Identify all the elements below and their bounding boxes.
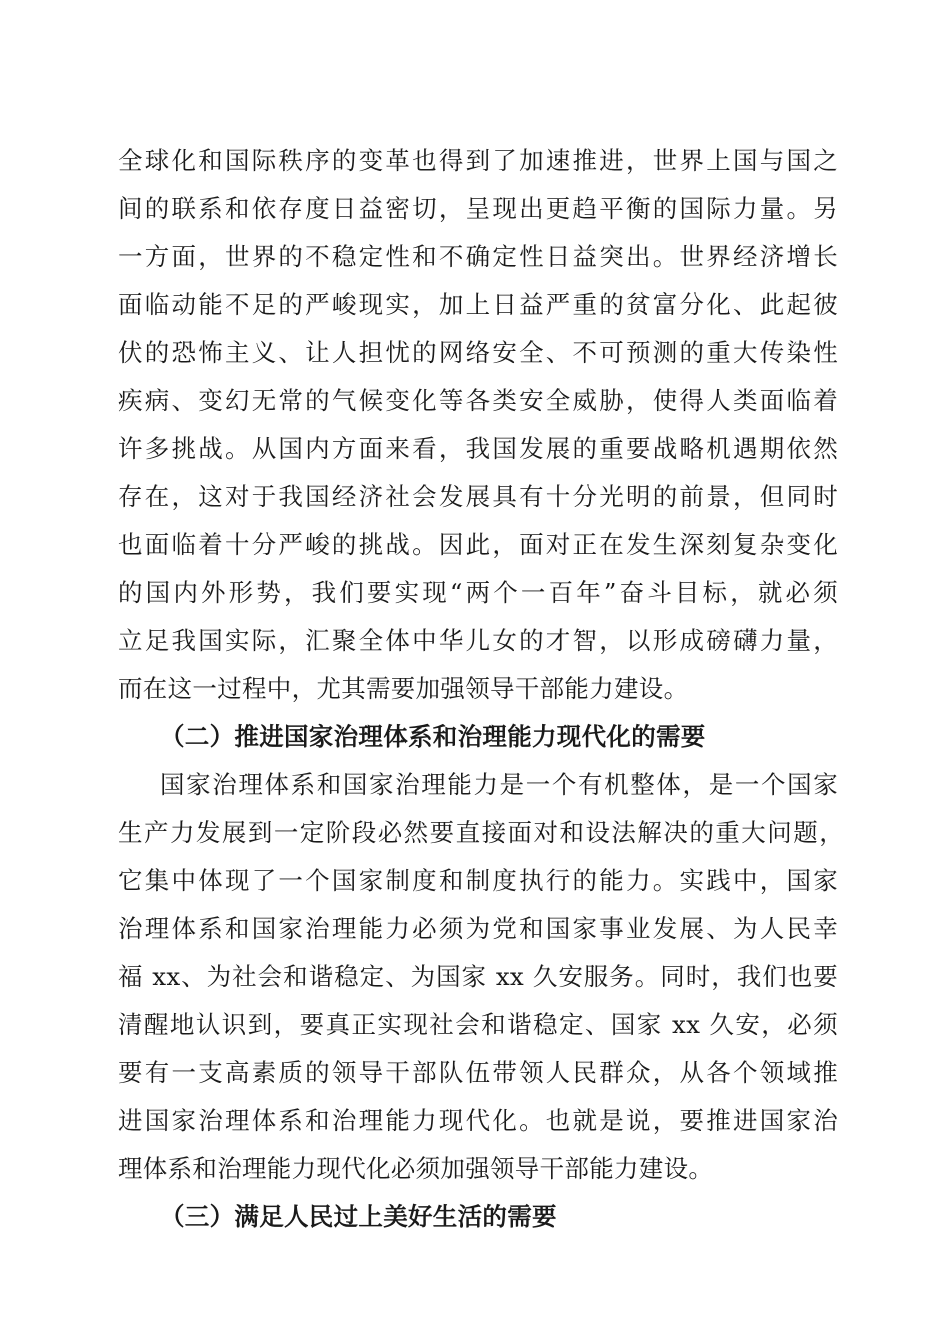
paragraph-line: 立足我国实际，汇聚全体中华儿女的才智，以形成磅礴力量， — [118, 626, 838, 655]
paragraph-line: 要有一支高素质的领导干部队伍带领人民群众，从各个领域推 — [118, 1058, 838, 1087]
paragraph-line: 疾病、变幻无常的气候变化等各类安全威胁，使得人类面临着 — [118, 386, 838, 415]
paragraph-line: 清醒地认识到，要真正实现社会和谐稳定、国家 xx 久安，必须 — [118, 1010, 838, 1039]
paragraph-line: 存在，这对于我国经济社会发展具有十分光明的前景，但同时 — [118, 482, 838, 511]
paragraph-line: 它集中体现了一个国家制度和制度执行的能力。实践中，国家 — [118, 866, 838, 895]
paragraph-line: 一方面，世界的不稳定性和不确定性日益突出。世界经济增长 — [118, 242, 838, 271]
paragraph-line: 也面临着十分严峻的挑战。因此，面对正在发生深刻复杂变化 — [118, 530, 838, 559]
paragraph-line: 福 xx、为社会和谐稳定、为国家 xx 久安服务。同时，我们也要 — [118, 962, 838, 991]
paragraph-line: 的国内外形势，我们要实现“两个一百年”奋斗目标，就必须 — [118, 578, 838, 607]
paragraph-line: 生产力发展到一定阶段必然要直接面对和设法解决的重大问题， — [118, 818, 844, 847]
paragraph-line: 而在这一过程中，尤其需要加强领导干部能力建设。 — [118, 674, 689, 703]
paragraph-line: 国家治理体系和国家治理能力是一个有机整体，是一个国家 — [160, 770, 838, 799]
section-heading: （二）推进国家治理体系和治理能力现代化的需要 — [160, 722, 706, 751]
paragraph-line: 治理体系和国家治理能力必须为党和国家事业发展、为人民幸 — [118, 914, 838, 943]
paragraph-line: 间的联系和依存度日益密切，呈现出更趋平衡的国际力量。另 — [118, 194, 838, 223]
section-heading: （三）满足人民过上美好生活的需要 — [160, 1202, 557, 1231]
paragraph-line: 进国家治理体系和治理能力现代化。也就是说，要推进国家治 — [118, 1106, 838, 1135]
paragraph-line: 理体系和治理能力现代化必须加强领导干部能力建设。 — [118, 1154, 714, 1183]
paragraph-line: 伏的恐怖主义、让人担忧的网络安全、不可预测的重大传染性 — [118, 338, 838, 367]
paragraph-line: 许多挑战。从国内方面来看，我国发展的重要战略机遇期依然 — [118, 434, 838, 463]
paragraph-line: 全球化和国际秩序的变革也得到了加速推进，世界上国与国之 — [118, 146, 838, 175]
paragraph-line: 面临动能不足的严峻现实，加上日益严重的贫富分化、此起彼 — [118, 290, 838, 319]
